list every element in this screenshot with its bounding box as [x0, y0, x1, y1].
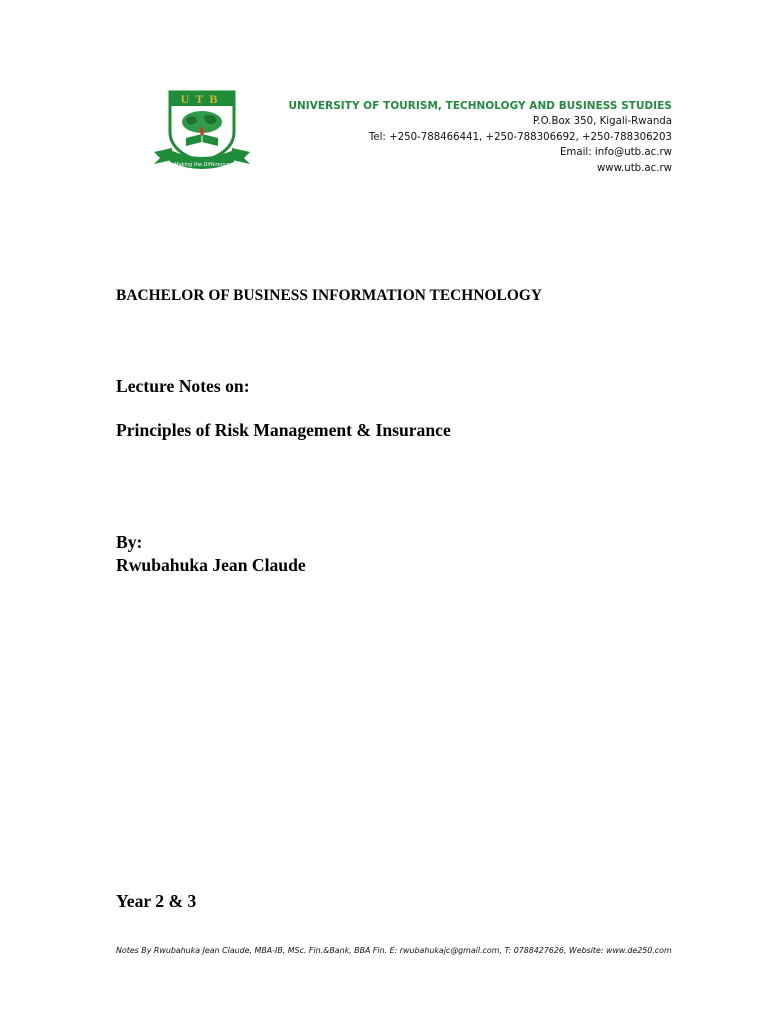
po-box: P.O.Box 350, Kigali-Rwanda: [532, 116, 672, 127]
telephone: Tel: +250-788466441, +250-788306692, +250-788306203: [368, 131, 672, 143]
page-footer: Notes By Rwubahuka Jean Claude, MBA-IB, MSc. Fin.&Bank, BBA Fin. E: rwubahukajc@gmail.com, T: 0788427626, Website: www.de250.com: [116, 946, 672, 955]
logo-letters: UTB: [180, 92, 224, 106]
author-name: Rwubahuka Jean Claude: [116, 555, 306, 575]
university-name: UNIVERSITY OF TOURISM, TECHNOLOGY AND BUSINESS STUDIES: [288, 100, 672, 112]
degree-title: BACHELOR OF BUSINESS INFORMATION TECHNOLOGY: [116, 287, 543, 304]
course-title: Principles of Risk Management & Insurance: [116, 420, 451, 440]
lecture-notes-label: Lecture Notes on:: [116, 376, 250, 396]
letterhead: [288, 99, 672, 176]
logo-motto: Making the Difference: [174, 162, 230, 168]
by-label: By:: [116, 532, 143, 552]
utb-crest-icon: [150, 86, 254, 176]
email: Email: info@utb.ac.rw: [560, 147, 672, 158]
utb-logo: [150, 86, 254, 176]
year-label: Year 2 & 3: [116, 891, 197, 911]
website: www.utb.ac.rw: [596, 162, 672, 174]
